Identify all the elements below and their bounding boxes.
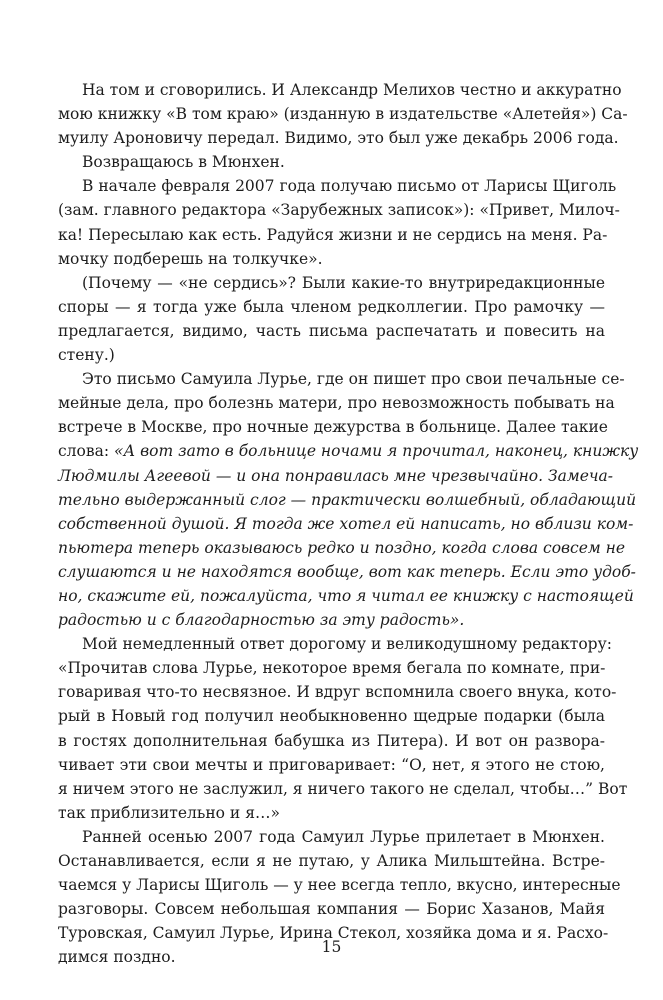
paragraph xyxy=(58,367,639,632)
text-line: в гостях дополнительная бабушка из Питера). И вот он развора- xyxy=(58,731,605,750)
quoted-text: тельно выдержанный слог — практически волшебный, обладающий xyxy=(58,490,637,509)
quoted-line xyxy=(58,608,605,632)
quoted-text: пьютера теперь оказываюсь редко и поздно, когда слова совсем не xyxy=(58,538,626,557)
text-line: Это письмо Самуила Лурье, где он пишет про свои печальные се- xyxy=(82,370,625,389)
paragraph xyxy=(58,271,605,367)
text-line: мочку подберешь на толкучке». xyxy=(58,249,323,268)
paragraph xyxy=(58,150,605,174)
page-body xyxy=(58,78,639,969)
text-line: димся поздно. xyxy=(58,948,176,967)
text-line: чивает эти свои мечты и приговаривает: “О, нет, я этого не стою, xyxy=(58,755,605,774)
text-line: мою книжку «В том краю» (изданную в издательстве «Алетейя») Са- xyxy=(58,105,628,124)
quoted-text: радостью и с благодарностью за эту радость». xyxy=(58,611,465,630)
text-line: Возвращаюсь в Мюнхен. xyxy=(82,153,285,172)
text-line: предлагается, видимо, часть письма распечатать и повесить на xyxy=(58,321,605,340)
text-line: встрече в Москве, про ночные дежурства в больнице. Далее такие xyxy=(58,418,608,437)
text-line: Мой немедленный ответ дорогому и великодушному редактору: xyxy=(82,635,612,654)
text-line-mixed xyxy=(58,439,639,463)
page-number: 15 xyxy=(321,938,342,956)
text-line: Ранней осенью 2007 года Самуил Лурье прилетает в Мюнхен. xyxy=(82,827,605,846)
quoted-line xyxy=(58,512,634,536)
text-line: ка! Пересылаю как есть. Радуйся жизни и не сердись на меня. Ра- xyxy=(58,225,608,244)
quoted-line xyxy=(58,536,626,560)
text-line: муилу Ароновичу передал. Видимо, это был уже декабрь 2006 года. xyxy=(58,129,619,148)
text-line: В начале февраля 2007 года получаю письмо от Ларисы Щиголь xyxy=(82,177,617,196)
text-line: рый в Новый год получил необыкновенно щедрые подарки (была xyxy=(58,707,605,726)
paragraph xyxy=(58,632,628,825)
quoted-text: собственной душой. Я тогда же хотел ей написать, но вблизи ком- xyxy=(58,514,634,533)
text-line: Останавливается, если я не путаю, у Алика Мильштейна. Встре- xyxy=(58,852,605,870)
text-line: На том и сговорились. И Александр Мелихов честно и аккуратно xyxy=(82,81,622,99)
quoted-line xyxy=(58,488,637,512)
paragraph xyxy=(58,78,628,150)
quoted-line xyxy=(58,560,636,584)
text-line: я ничем этого не заслужил, я ничего такого не сделал, чтобы…” Вот xyxy=(58,779,628,798)
text-line: (Почему — «не сердись»? Были какие-то внутриредакционные xyxy=(82,273,605,292)
quoted-text: «А вот зато в больнице ночами я прочитал, наконец, книжку xyxy=(113,442,639,461)
text-line: мейные дела, про болезнь матери, про невозможность побывать на xyxy=(58,394,615,413)
text-line: (зам. главного редактора «Зарубежных записок»): «Привет, Милоч- xyxy=(58,201,620,220)
paragraph xyxy=(58,174,620,270)
quoted-text: Людмилы Агеевой — и она понравилась мне чрезвычайно. Замеча- xyxy=(58,466,614,485)
text-line: говаривая что-то несвязное. И вдруг вспомнила своего внука, кото- xyxy=(58,683,617,702)
quoted-line xyxy=(58,584,634,608)
text-line: Туровская, Самуил Лурье, Ирина Стекол, хозяйка дома и я. Расхо- xyxy=(58,924,609,943)
text-span: слова: xyxy=(58,442,114,461)
text-line: разговоры. Совсем небольшая компания — Борис Хазанов, Майя xyxy=(58,900,605,919)
quoted-text: слушаются и не находятся вообще, вот как теперь. Если это удоб- xyxy=(58,562,636,581)
quoted-line xyxy=(58,464,614,488)
quoted-text: но, скажите ей, пожалуйста, что я читал ее книжку с настоящей xyxy=(58,586,634,605)
text-line: споры — я тогда уже была членом редколлегии. Про рамочку — xyxy=(58,297,605,316)
text-line: чаемся у Ларисы Щиголь — у нее всегда тепло, вкусно, интересные xyxy=(58,876,621,895)
text-line: «Прочитав слова Лурье, некоторое время бегала по комнате, при- xyxy=(58,659,606,678)
text-line: стену.) xyxy=(58,346,115,365)
text-line: так приблизительно и я…» xyxy=(58,803,280,822)
